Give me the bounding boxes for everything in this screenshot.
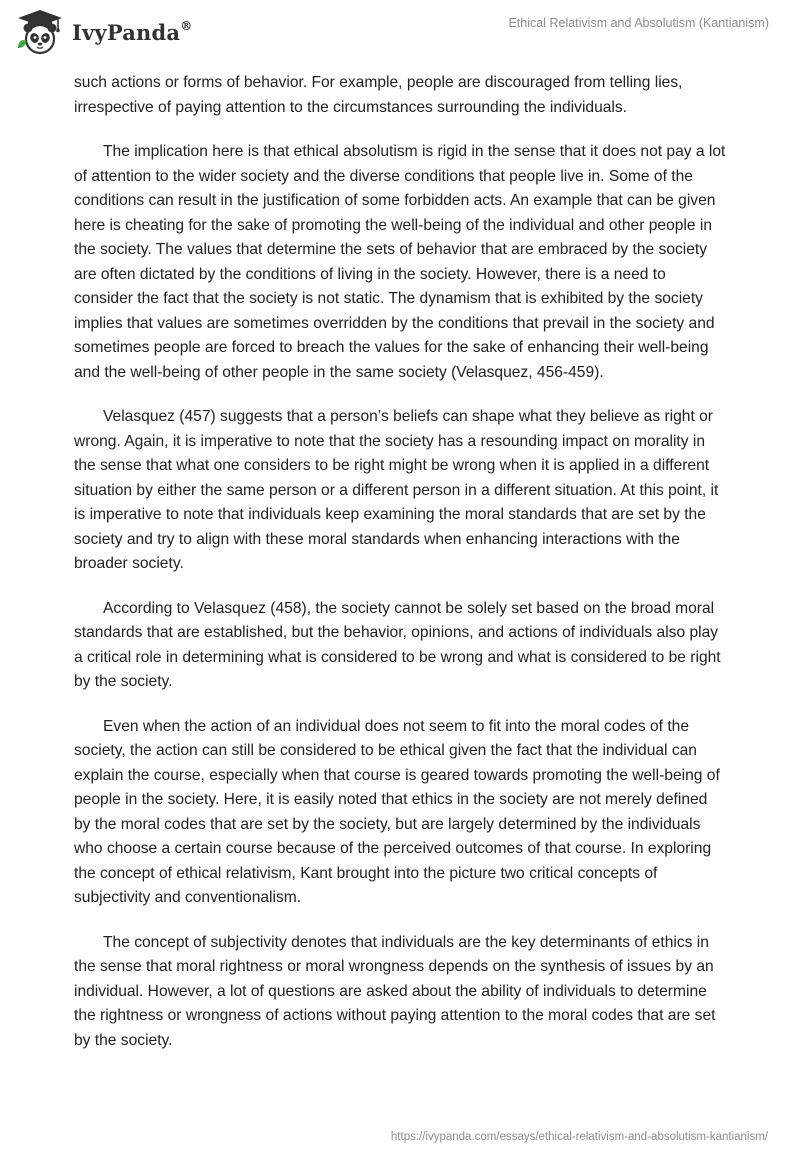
source-url[interactable]: https://ivypanda.com/essays/ethical-relativism-and-absolutism-kantianism/	[390, 1131, 768, 1143]
paragraph: The implication here is that ethical absolutism is rigid in the sense that it does not pay a lot of attention to the wider society and the diverse conditions that people live in. Some of the conditions can result in the justification of some forbidden acts. An example that can be given here is cheating for the sake of promoting the well-being of the individual and other people in the society. The values that determine the sets of behavior that are embraced by the society are often dictated by the conditions of living in the society. However, there is a need to consider the fact that the society is not static. The dynamism that is exhibited by the society implies that values are sometimes overridden by the conditions that prevail in the society and sometimes people are forced to breach the values for the sake of enhancing their well-being and the well-being of other people in the same society (Velasquez, 456-459).	[74, 143, 726, 381]
paragraph: According to Velasquez (458), the society cannot be solely set based on the broad moral standards that are established, but the behavior, opinions, and actions of individuals also play a critical role in determining what is considered to be wrong and what is considered to be right by the society.	[74, 599, 721, 690]
essay-body	[74, 71, 728, 1073]
document-title: Ethical Relativism and Absolutism (Kantianism)	[508, 16, 769, 30]
paragraph: The concept of subjectivity denotes that individuals are the key determinants of ethics in the sense that moral rightness or moral wrongness depends on the synthesis of issues by an individual. However, a lot of questions are asked about the ability of individuals to determine the rightness or wrongness of actions without paying attention to the moral codes that are set by the society.	[74, 933, 716, 1049]
page-header	[0, 0, 800, 64]
paragraph: such actions or forms of behavior. For example, people are discouraged from telling lies, irrespective of paying attention to the circumstances surrounding the individuals.	[74, 74, 683, 116]
brand-logo[interactable]	[14, 8, 192, 56]
paragraph: Even when the action of an individual does not seem to fit into the moral codes of the society, the action can still be considered to be ethical given the fact that the individual can explain the course, especially when that course is geared towards promoting the well-being of people in the society. Here, it is easily noted that ethics in the society are not merely defined by the moral codes that are set by the society, but are largely determined by the individuals who choose a certain course because of the perceived outcomes of that course. In exploring the concept of ethical relativism, Kant brought into the picture two critical concepts of subjectivity and conventionalism.	[74, 717, 720, 906]
paragraph: Velasquez (457) suggests that a person’s beliefs can shape what they believe as right or wrong. Again, it is imperative to note that the society has a resounding impact on morality in the sense that what one considers to be right might be wrong when it is applied in a different situation by either the same person or a different person in a different situation. At this point, it is imperative to note that individuals keep examining the moral standards that are set by the society and try to align with these moral standards when enhancing interactions with the broader society.	[74, 408, 719, 572]
panda-graduate-icon	[14, 8, 66, 56]
brand-name: IvyPanda®	[72, 18, 193, 45]
registered-mark: ®	[180, 18, 193, 33]
